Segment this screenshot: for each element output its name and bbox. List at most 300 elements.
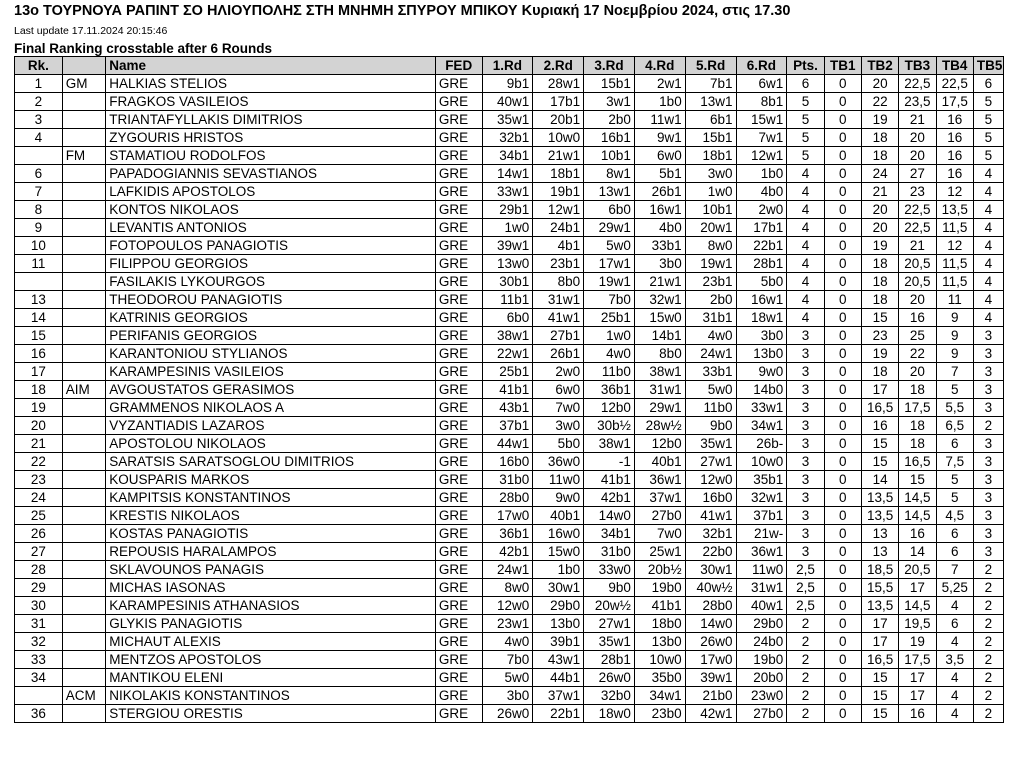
cell-fed: GRE	[435, 489, 482, 507]
cell-rd4: 26b1	[634, 183, 685, 201]
cell-rd5: 6b1	[685, 111, 736, 129]
cell-rd5: 18b1	[685, 147, 736, 165]
cell-rd1: 36b1	[482, 525, 533, 543]
cell-rd2: 24b1	[533, 219, 584, 237]
cell-rd3: 7b0	[584, 291, 635, 309]
cell-tb5: 4	[973, 165, 1003, 183]
cell-rd6: 31w1	[736, 579, 787, 597]
column-header-tb5: TB5	[973, 57, 1003, 75]
cell-tb2: 18	[861, 273, 898, 291]
cell-rd6: 21w-	[736, 525, 787, 543]
cell-tb2: 19	[861, 237, 898, 255]
column-header-fed: FED	[435, 57, 482, 75]
cell-pts: 3	[787, 399, 824, 417]
cell-rd2: 26b1	[533, 345, 584, 363]
cell-name: KRESTIS NIKOLAOS	[106, 507, 436, 525]
cell-rank: 3	[15, 111, 63, 129]
cell-rd6: 12w1	[736, 147, 787, 165]
cell-rd3: 15b1	[584, 75, 635, 93]
cell-title	[62, 363, 106, 381]
cell-rd5: 40w½	[685, 579, 736, 597]
cell-tb5: 2	[973, 705, 1003, 723]
cell-tb3: 14,5	[899, 507, 936, 525]
cell-tb4: 6	[936, 543, 973, 561]
cell-name: FILIPPOU GEORGIOS	[106, 255, 436, 273]
cell-rd6: 2w0	[736, 201, 787, 219]
table-row	[15, 237, 1004, 255]
cell-rd4: 4b0	[634, 219, 685, 237]
cell-pts: 2	[787, 651, 824, 669]
cell-tb2: 18	[861, 147, 898, 165]
cell-rd2: 12w1	[533, 201, 584, 219]
cell-rd1: 22w1	[482, 345, 533, 363]
cell-title	[62, 291, 106, 309]
cell-tb2: 20	[861, 219, 898, 237]
cell-rd6: 7w1	[736, 129, 787, 147]
cell-pts: 4	[787, 309, 824, 327]
cell-rd5: 1w0	[685, 183, 736, 201]
cell-rd4: 40b1	[634, 453, 685, 471]
cell-rd1: 40w1	[482, 93, 533, 111]
cell-tb4: 11,5	[936, 273, 973, 291]
cell-tb3: 19,5	[899, 615, 936, 633]
cell-tb1: 0	[824, 705, 861, 723]
cell-tb4: 4	[936, 669, 973, 687]
cell-tb1: 0	[824, 129, 861, 147]
table-body	[15, 75, 1004, 723]
cell-rd2: 36w0	[533, 453, 584, 471]
cell-fed: GRE	[435, 327, 482, 345]
cell-rd4: 18b0	[634, 615, 685, 633]
cell-tb1: 0	[824, 525, 861, 543]
cell-rd3: 1w0	[584, 327, 635, 345]
cell-name: KAMPITSIS KONSTANTINOS	[106, 489, 436, 507]
table-row	[15, 255, 1004, 273]
cell-title: ACM	[62, 687, 106, 705]
cell-tb3: 22,5	[899, 201, 936, 219]
cell-title	[62, 453, 106, 471]
cell-rd6: 6w1	[736, 75, 787, 93]
cell-tb2: 13	[861, 525, 898, 543]
table-row	[15, 435, 1004, 453]
cell-title	[62, 201, 106, 219]
cell-tb4: 11,5	[936, 219, 973, 237]
cell-rd2: 1b0	[533, 561, 584, 579]
cell-rd3: 32b0	[584, 687, 635, 705]
cell-rd3: 14w0	[584, 507, 635, 525]
cell-fed: GRE	[435, 525, 482, 543]
cell-tb3: 16,5	[899, 453, 936, 471]
cell-rd4: 34w1	[634, 687, 685, 705]
cell-rank	[15, 273, 63, 291]
cell-rd2: 22b1	[533, 705, 584, 723]
cell-fed: GRE	[435, 129, 482, 147]
cell-pts: 2,5	[787, 597, 824, 615]
cell-title	[62, 507, 106, 525]
cell-rd2: 39b1	[533, 633, 584, 651]
cell-rd6: 17b1	[736, 219, 787, 237]
table-row	[15, 363, 1004, 381]
cell-rd2: 44b1	[533, 669, 584, 687]
column-header-tb4: TB4	[936, 57, 973, 75]
cell-tb5: 2	[973, 417, 1003, 435]
cell-pts: 4	[787, 291, 824, 309]
cell-pts: 3	[787, 381, 824, 399]
cell-rd6: 13b0	[736, 345, 787, 363]
table-row	[15, 705, 1004, 723]
cell-tb4: 5,5	[936, 399, 973, 417]
column-header-rd6: 6.Rd	[736, 57, 787, 75]
cell-rd3: 33w0	[584, 561, 635, 579]
cell-rd3: 2b0	[584, 111, 635, 129]
cell-pts: 3	[787, 327, 824, 345]
cell-rd4: 35b0	[634, 669, 685, 687]
cell-rd2: 11w0	[533, 471, 584, 489]
cell-name: APOSTOLOU NIKOLAOS	[106, 435, 436, 453]
cell-pts: 4	[787, 273, 824, 291]
cell-rank: 9	[15, 219, 63, 237]
cell-tb5: 3	[973, 525, 1003, 543]
cell-pts: 3	[787, 435, 824, 453]
cell-title	[62, 237, 106, 255]
cell-tb3: 20,5	[899, 561, 936, 579]
cell-rd6: 35b1	[736, 471, 787, 489]
cell-tb1: 0	[824, 435, 861, 453]
table-row	[15, 453, 1004, 471]
cell-tb5: 3	[973, 543, 1003, 561]
column-header-pts: Pts.	[787, 57, 824, 75]
cell-tb2: 16	[861, 417, 898, 435]
cell-title	[62, 309, 106, 327]
cell-title	[62, 435, 106, 453]
cell-rd1: 14w1	[482, 165, 533, 183]
cell-tb5: 2	[973, 597, 1003, 615]
cell-rd6: 26b-	[736, 435, 787, 453]
cell-tb1: 0	[824, 327, 861, 345]
cell-pts: 5	[787, 129, 824, 147]
cell-tb3: 17,5	[899, 651, 936, 669]
cell-title	[62, 165, 106, 183]
cell-pts: 2	[787, 615, 824, 633]
cell-fed: GRE	[435, 705, 482, 723]
cell-rd4: 13b0	[634, 633, 685, 651]
cell-tb1: 0	[824, 147, 861, 165]
cell-name: KARAMPESINIS VASILEIOS	[106, 363, 436, 381]
cell-tb4: 5	[936, 381, 973, 399]
cell-rd4: 15w0	[634, 309, 685, 327]
cell-tb1: 0	[824, 363, 861, 381]
cell-rd4: 33b1	[634, 237, 685, 255]
cell-rd5: 4w0	[685, 327, 736, 345]
cell-rd4: 27b0	[634, 507, 685, 525]
cell-tb4: 4	[936, 633, 973, 651]
cell-rd4: 29w1	[634, 399, 685, 417]
cell-tb5: 5	[973, 93, 1003, 111]
cell-rd3: 27w1	[584, 615, 635, 633]
cell-rd1: 30b1	[482, 273, 533, 291]
crosstable	[14, 56, 1004, 723]
cell-name: SKLAVOUNOS PANAGIS	[106, 561, 436, 579]
cell-rd5: 21b0	[685, 687, 736, 705]
cell-rd6: 16w1	[736, 291, 787, 309]
cell-fed: GRE	[435, 201, 482, 219]
cell-fed: GRE	[435, 471, 482, 489]
cell-tb3: 14	[899, 543, 936, 561]
cell-tb5: 3	[973, 381, 1003, 399]
cell-tb3: 20,5	[899, 273, 936, 291]
table-row	[15, 543, 1004, 561]
cell-name: AVGOUSTATOS GERASIMOS	[106, 381, 436, 399]
cell-fed: GRE	[435, 237, 482, 255]
cell-tb2: 18	[861, 291, 898, 309]
table-row	[15, 165, 1004, 183]
cell-tb1: 0	[824, 345, 861, 363]
cell-rank: 2	[15, 93, 63, 111]
cell-rd5: 7b1	[685, 75, 736, 93]
cell-rank: 1	[15, 75, 63, 93]
cell-tb2: 22	[861, 93, 898, 111]
cell-rd3: 4w0	[584, 345, 635, 363]
cell-rd6: 29b0	[736, 615, 787, 633]
cell-tb4: 13,5	[936, 201, 973, 219]
cell-rd4: 11w1	[634, 111, 685, 129]
cell-tb1: 0	[824, 201, 861, 219]
cell-tb2: 15	[861, 687, 898, 705]
cell-tb1: 0	[824, 669, 861, 687]
cell-rd4: 3b0	[634, 255, 685, 273]
cell-rd4: 1b0	[634, 93, 685, 111]
cell-rd4: 6w0	[634, 147, 685, 165]
cell-tb4: 6,5	[936, 417, 973, 435]
cell-rd1: 31b0	[482, 471, 533, 489]
cell-rd1: 16b0	[482, 453, 533, 471]
cell-rd5: 31b1	[685, 309, 736, 327]
cell-rd6: 10w0	[736, 453, 787, 471]
cell-rd2: 6w0	[533, 381, 584, 399]
cell-rd1: 37b1	[482, 417, 533, 435]
cell-rd2: 40b1	[533, 507, 584, 525]
cell-rd2: 5b0	[533, 435, 584, 453]
cell-rd6: 3b0	[736, 327, 787, 345]
cell-pts: 3	[787, 453, 824, 471]
cell-title	[62, 579, 106, 597]
tournament-title: 13ο ΤΟΥΡΝΟΥΑ ΡΑΠΙΝΤ ΣΟ ΗΛΙΟΥΠΟΛΗΣ ΣΤΗ ΜΝΗΜΗ ΣΠΥΡΟΥ ΜΠΙΚΟΥ Κυριακή 17 Νοεμβρίου 2024, στις 17.30	[14, 3, 791, 19]
cell-rd3: 12b0	[584, 399, 635, 417]
column-header-rd2: 2.Rd	[533, 57, 584, 75]
cell-rd1: 28b0	[482, 489, 533, 507]
cell-tb2: 15	[861, 705, 898, 723]
cell-pts: 3	[787, 417, 824, 435]
cell-rd4: 23b0	[634, 705, 685, 723]
table-row	[15, 183, 1004, 201]
cell-tb4: 9	[936, 309, 973, 327]
cell-tb5: 3	[973, 453, 1003, 471]
cell-rd6: 19b0	[736, 651, 787, 669]
cell-rd4: 2w1	[634, 75, 685, 93]
cell-tb4: 12	[936, 183, 973, 201]
cell-name: KARAMPESINIS ATHANASIOS	[106, 597, 436, 615]
cell-title: GM	[62, 75, 106, 93]
cell-rd6: 23w0	[736, 687, 787, 705]
cell-rd4: 28w½	[634, 417, 685, 435]
cell-tb3: 17,5	[899, 399, 936, 417]
cell-tb2: 14	[861, 471, 898, 489]
cell-tb2: 17	[861, 633, 898, 651]
cell-rd3: 3w1	[584, 93, 635, 111]
cell-rd1: 44w1	[482, 435, 533, 453]
cell-tb3: 20,5	[899, 255, 936, 273]
cell-fed: GRE	[435, 93, 482, 111]
cell-rd5: 20w1	[685, 219, 736, 237]
cell-title: FM	[62, 147, 106, 165]
cell-rd1: 34b1	[482, 147, 533, 165]
cell-rd1: 23w1	[482, 615, 533, 633]
cell-title	[62, 255, 106, 273]
cell-title	[62, 525, 106, 543]
column-header-rank: Rk.	[15, 57, 63, 75]
cell-rd6: 15w1	[736, 111, 787, 129]
cell-rd4: 10w0	[634, 651, 685, 669]
cell-rd3: 30b½	[584, 417, 635, 435]
cell-rank: 31	[15, 615, 63, 633]
cell-tb2: 15,5	[861, 579, 898, 597]
cell-fed: GRE	[435, 183, 482, 201]
cell-rd3: 41b1	[584, 471, 635, 489]
cell-rank: 22	[15, 453, 63, 471]
cell-rd5: 33b1	[685, 363, 736, 381]
cell-tb4: 9	[936, 345, 973, 363]
cell-rd4: 25w1	[634, 543, 685, 561]
cell-rd5: 14w0	[685, 615, 736, 633]
cell-tb4: 5	[936, 489, 973, 507]
cell-rd4: 7w0	[634, 525, 685, 543]
table-row	[15, 147, 1004, 165]
cell-name: THEODOROU PANAGIOTIS	[106, 291, 436, 309]
cell-title	[62, 651, 106, 669]
cell-pts: 5	[787, 111, 824, 129]
cell-rd1: 5w0	[482, 669, 533, 687]
cell-rd2: 8b0	[533, 273, 584, 291]
cell-fed: GRE	[435, 309, 482, 327]
cell-rank: 21	[15, 435, 63, 453]
cell-tb4: 6	[936, 615, 973, 633]
cell-tb3: 20	[899, 147, 936, 165]
table-row	[15, 561, 1004, 579]
column-header-rd1: 1.Rd	[482, 57, 533, 75]
column-header-tb2: TB2	[861, 57, 898, 75]
cell-rd5: 28b0	[685, 597, 736, 615]
cell-pts: 3	[787, 345, 824, 363]
cell-rd3: 13w1	[584, 183, 635, 201]
cell-tb5: 6	[973, 75, 1003, 93]
cell-pts: 4	[787, 219, 824, 237]
cell-rd6: 20b0	[736, 669, 787, 687]
cell-tb3: 16	[899, 705, 936, 723]
table-row	[15, 633, 1004, 651]
cell-tb4: 9	[936, 327, 973, 345]
cell-tb1: 0	[824, 489, 861, 507]
cell-name: ZYGOURIS HRISTOS	[106, 129, 436, 147]
cell-tb1: 0	[824, 543, 861, 561]
cell-name: REPOUSIS HARALAMPOS	[106, 543, 436, 561]
cell-tb2: 15	[861, 669, 898, 687]
cell-tb3: 20	[899, 129, 936, 147]
cell-rd2: 7w0	[533, 399, 584, 417]
cell-rd6: 22b1	[736, 237, 787, 255]
cell-tb1: 0	[824, 471, 861, 489]
cell-rd3: 28b1	[584, 651, 635, 669]
table-row	[15, 417, 1004, 435]
cell-rd5: 13w1	[685, 93, 736, 111]
cell-fed: GRE	[435, 633, 482, 651]
cell-tb4: 16	[936, 165, 973, 183]
cell-name: MICHAS IASONAS	[106, 579, 436, 597]
cell-tb5: 2	[973, 687, 1003, 705]
cell-rd5: 41w1	[685, 507, 736, 525]
cell-title	[62, 669, 106, 687]
cell-rd2: 29b0	[533, 597, 584, 615]
cell-tb3: 25	[899, 327, 936, 345]
cell-tb5: 2	[973, 669, 1003, 687]
cell-rd5: 10b1	[685, 201, 736, 219]
table-row	[15, 129, 1004, 147]
table-row	[15, 597, 1004, 615]
cell-tb1: 0	[824, 399, 861, 417]
cell-tb3: 23,5	[899, 93, 936, 111]
cell-tb2: 20	[861, 75, 898, 93]
cell-name: HALKIAS STELIOS	[106, 75, 436, 93]
cell-rd3: 9b0	[584, 579, 635, 597]
cell-tb1: 0	[824, 165, 861, 183]
cell-tb4: 7	[936, 561, 973, 579]
cell-rank: 17	[15, 363, 63, 381]
cell-rank: 7	[15, 183, 63, 201]
cell-rd1: 4w0	[482, 633, 533, 651]
cell-rd5: 5w0	[685, 381, 736, 399]
cell-tb3: 22	[899, 345, 936, 363]
cell-fed: GRE	[435, 111, 482, 129]
cell-rank: 4	[15, 129, 63, 147]
cell-rd1: 26w0	[482, 705, 533, 723]
cell-rd2: 13b0	[533, 615, 584, 633]
cell-rd3: 8w1	[584, 165, 635, 183]
cell-name: FOTOPOULOS PANAGIOTIS	[106, 237, 436, 255]
cell-rd3: 38w1	[584, 435, 635, 453]
cell-tb5: 5	[973, 111, 1003, 129]
cell-title	[62, 615, 106, 633]
cell-tb5: 2	[973, 633, 1003, 651]
cell-tb5: 4	[973, 219, 1003, 237]
cell-title	[62, 471, 106, 489]
cell-tb5: 2	[973, 561, 1003, 579]
cell-tb5: 4	[973, 237, 1003, 255]
table-row	[15, 381, 1004, 399]
cell-name: GRAMMENOS NIKOLAOS A	[106, 399, 436, 417]
cell-rank: 34	[15, 669, 63, 687]
cell-pts: 3	[787, 543, 824, 561]
cell-tb5: 5	[973, 129, 1003, 147]
cell-fed: GRE	[435, 165, 482, 183]
cell-rd1: 8w0	[482, 579, 533, 597]
cell-rd1: 7b0	[482, 651, 533, 669]
cell-tb5: 4	[973, 309, 1003, 327]
cell-pts: 5	[787, 147, 824, 165]
cell-rd6: 5b0	[736, 273, 787, 291]
cell-name: STERGIOU ORESTIS	[106, 705, 436, 723]
cell-rank: 8	[15, 201, 63, 219]
cell-tb3: 15	[899, 471, 936, 489]
cell-rd6: 9w0	[736, 363, 787, 381]
